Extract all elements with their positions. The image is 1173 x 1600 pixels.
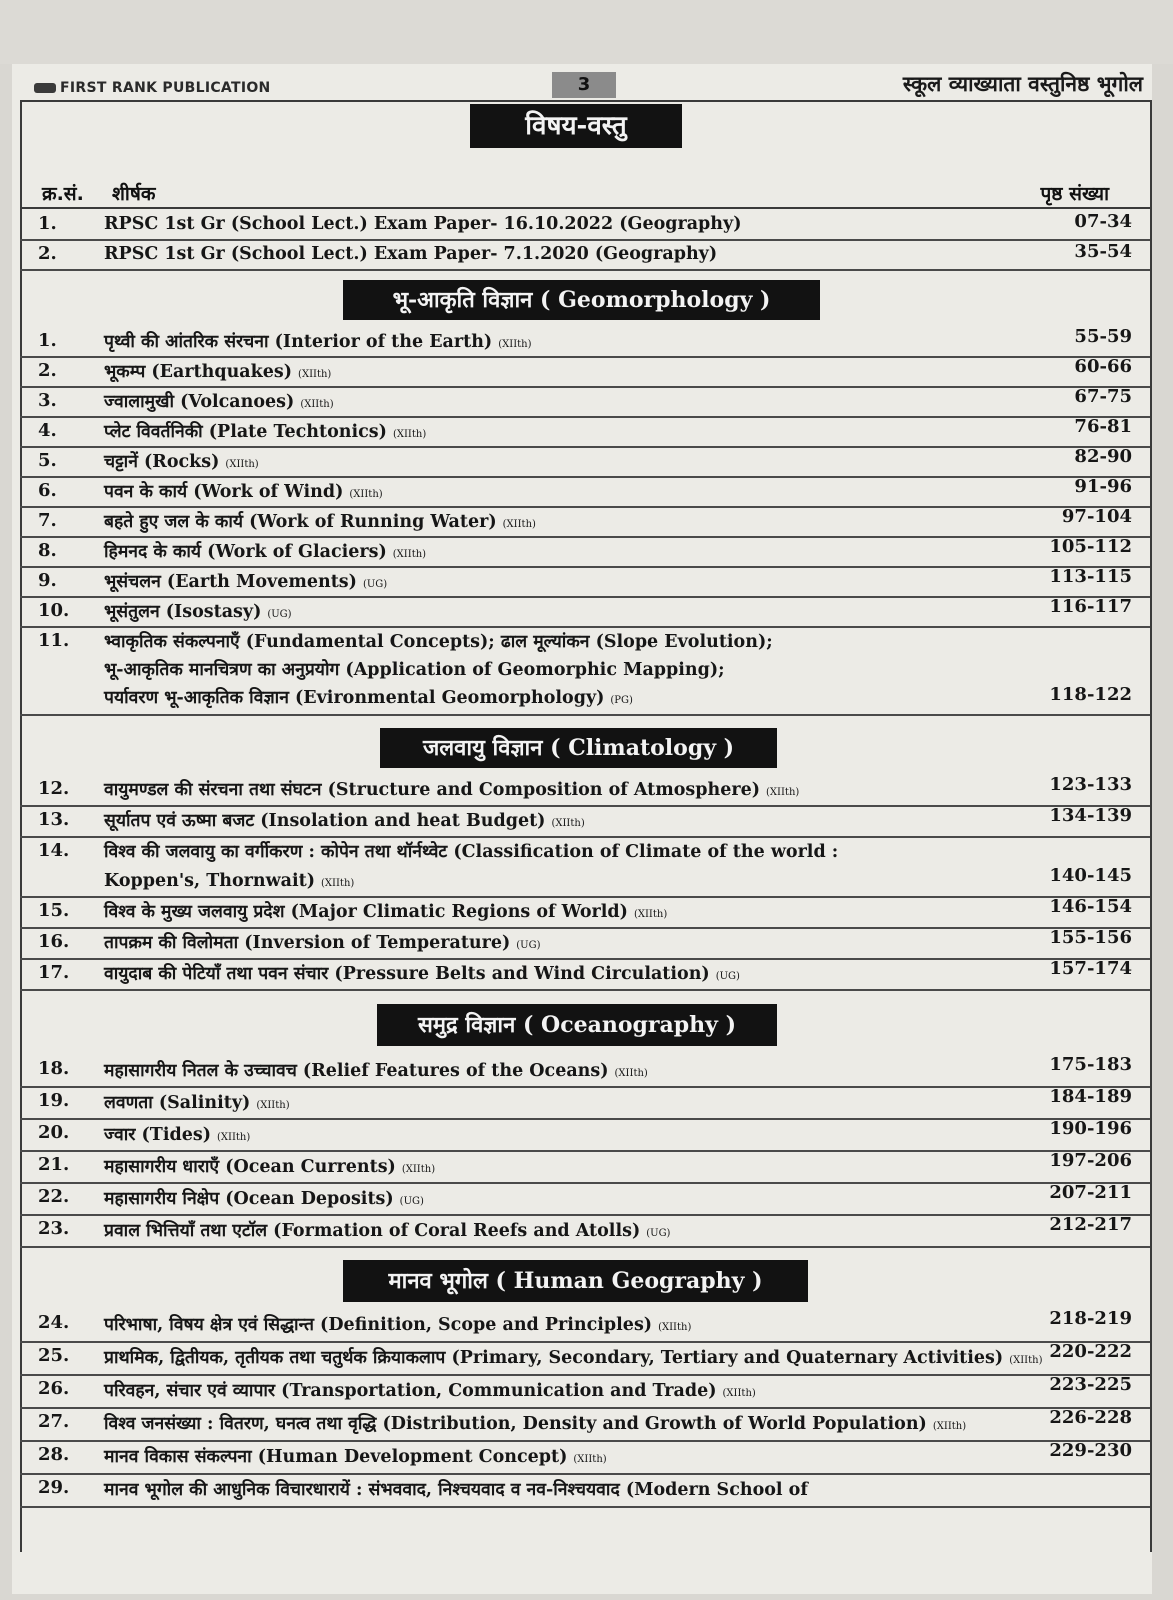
toc-row-title	[104, 418, 426, 449]
toc-row-title-line: लवणता (Salinity) (XIIth)	[104, 1093, 290, 1113]
level-tag: (XIIth)	[1009, 1355, 1043, 1366]
toc-row	[20, 209, 1150, 241]
toc-row-pages: 207-211	[1049, 1182, 1132, 1203]
section-heading: मानव भूगोल ( Human Geography )	[343, 1260, 808, 1302]
publisher-name	[34, 80, 271, 96]
toc-row	[20, 1150, 1150, 1184]
toc-row-title	[104, 898, 667, 929]
level-tag: (UG)	[516, 940, 541, 951]
level-tag: (XIIth)	[225, 459, 259, 470]
toc-row	[20, 386, 1150, 418]
toc-row-title	[104, 598, 292, 629]
toc-row-pages: 220-222	[1049, 1341, 1132, 1362]
toc-row-title	[104, 1343, 1042, 1376]
toc-row-number: 4.	[38, 420, 57, 441]
toc-row-number: 21.	[38, 1154, 70, 1175]
toc-row-title	[104, 929, 540, 960]
toc-row-number: 26.	[38, 1378, 70, 1399]
toc-row-title	[104, 1152, 435, 1185]
toc-row-pages: 140-145	[1049, 865, 1132, 886]
section-heading: जलवायु विज्ञान ( Climatology )	[380, 728, 777, 768]
toc-row-pages: 146-154	[1049, 896, 1132, 917]
toc-row-title-line: बहते हुए जल के कार्य (Work of Running Water) (XIIth)	[104, 512, 536, 532]
toc-row-title-line: भूकम्प (Earthquakes) (XIIth)	[104, 362, 332, 382]
toc-row-pages: 197-206	[1049, 1150, 1132, 1171]
toc-row-number: 28.	[38, 1444, 70, 1465]
toc-row-title-line: भू-आकृतिक मानचित्रण का अनुप्रयोग (Application of Geomorphic Mapping);	[104, 660, 725, 680]
page-number: 3	[552, 72, 616, 98]
level-tag: (XIIth)	[349, 489, 383, 500]
toc-row-pages: 212-217	[1049, 1214, 1132, 1235]
toc-row-title-line: पवन के कार्य (Work of Wind) (XIIth)	[104, 482, 383, 502]
toc-row-title	[104, 508, 536, 539]
level-tag: (XIIth)	[502, 519, 536, 530]
toc-row-title-line: चट्टानें (Rocks) (XIIth)	[104, 452, 259, 472]
toc-row	[20, 836, 1150, 898]
level-tag: (XIIth)	[658, 1322, 692, 1333]
toc-row-pages: 67-75	[1074, 386, 1132, 407]
toc-row	[20, 596, 1150, 628]
toc-row	[20, 805, 1150, 838]
toc-row	[20, 1473, 1150, 1508]
column-header-sno: क्र.सं.	[42, 183, 84, 205]
toc-row	[20, 506, 1150, 538]
toc-row-pages: 226-228	[1049, 1407, 1132, 1428]
toc-row-title-line: मानव विकास संकल्पना (Human Development Concept) (XIIth)	[104, 1447, 607, 1467]
toc-row-title-line: हिमनद के कार्य (Work of Glaciers) (XIIth)	[104, 542, 427, 562]
toc-row-title	[104, 1376, 756, 1409]
toc-row-pages: 60-66	[1074, 356, 1132, 377]
toc-row-title	[104, 241, 717, 267]
toc-row-pages: 175-183	[1049, 1054, 1132, 1075]
toc-row-title	[104, 1056, 648, 1089]
toc-row-number: 7.	[38, 510, 57, 531]
level-tag: (XIIth)	[614, 1068, 648, 1079]
level-tag: (XIIth)	[722, 1388, 756, 1399]
toc-row-title-line: RPSC 1st Gr (School Lect.) Exam Paper- 16.10.2022 (Geography)	[104, 214, 742, 234]
toc-row	[20, 896, 1150, 929]
page-top-margin	[0, 0, 1173, 64]
toc-row-title-line: प्राथमिक, द्वितीयक, तृतीयक तथा चतुर्थक क्रियाकलाप (Primary, Secondary, Tertiary and Quaternary Activities) (XIIth)	[104, 1348, 1043, 1368]
toc-row-title-line: विश्व के मुख्य जलवायु प्रदेश (Major Climatic Regions of World) (XIIth)	[104, 902, 668, 922]
toc-row-title	[104, 776, 799, 807]
toc-row	[20, 1407, 1150, 1442]
toc-row-pages: 35-54	[1074, 241, 1132, 262]
toc-row-pages: 55-59	[1074, 326, 1132, 347]
level-tag: (XIIth)	[392, 549, 427, 560]
toc-row-number: 15.	[38, 900, 70, 921]
toc-row-title	[104, 1442, 607, 1475]
toc-row-title	[104, 1475, 808, 1506]
toc-row-number: 12.	[38, 778, 70, 799]
toc-row-title	[104, 1216, 670, 1249]
level-tag: (XIIth)	[551, 818, 585, 829]
toc-row-number: 1.	[38, 330, 57, 351]
toc-row	[20, 356, 1150, 388]
toc-row	[20, 1182, 1150, 1216]
level-tag: (XIIth)	[321, 878, 355, 889]
toc-row-number: 6.	[38, 480, 57, 501]
toc-row-number: 9.	[38, 570, 57, 591]
toc-row	[20, 239, 1150, 271]
toc-row-title-line: परिवहन, संचार एवं व्यापार (Transportation, Communication and Trade) (XIIth)	[104, 1381, 756, 1401]
toc-row-number: 8.	[38, 540, 57, 561]
toc-row	[20, 1341, 1150, 1376]
toc-row-number: 25.	[38, 1345, 70, 1366]
toc-row-title-line: सूर्यातप एवं ऊष्मा बजट (Insolation and heat Budget) (XIIth)	[104, 811, 585, 831]
toc-row-title	[104, 568, 387, 599]
toc-row-title	[104, 358, 331, 389]
toc-row-title-line: मानव भूगोल की आधुनिक विचारधारायें : संभववाद, निश्चयवाद व नव-निश्चयवाद (Modern School of	[104, 1480, 808, 1500]
toc-row-pages: 155-156	[1049, 927, 1132, 948]
toc-row-pages: 229-230	[1049, 1440, 1132, 1461]
toc-row-title	[104, 807, 585, 838]
level-tag: (XIIth)	[300, 399, 334, 410]
toc-row-title-line: Koppen's, Thornwait) (XIIth)	[104, 871, 355, 891]
level-tag: (XIIth)	[256, 1100, 290, 1111]
toc-row-pages: 134-139	[1049, 805, 1132, 826]
toc-row-title	[104, 1184, 424, 1217]
level-tag: (UG)	[399, 1196, 424, 1207]
toc-row-pages: 07-34	[1074, 211, 1132, 232]
toc-row	[20, 1374, 1150, 1409]
toc-row-title	[104, 628, 773, 715]
toc-row-title-line: भूसंचलन (Earth Movements) (UG)	[104, 572, 388, 592]
section-heading: भू-आकृति विज्ञान ( Geomorphology )	[343, 280, 820, 320]
toc-row-pages: 184-189	[1049, 1086, 1132, 1107]
contents-title: विषय-वस्तु	[470, 104, 682, 148]
toc-row-number: 1.	[38, 213, 57, 234]
toc-row-number: 13.	[38, 809, 70, 830]
toc-row	[20, 774, 1150, 807]
toc-row-title-line: ज्वालामुखी (Volcanoes) (XIIth)	[104, 392, 334, 412]
toc-row-title-line: ज्वार (Tides) (XIIth)	[104, 1125, 251, 1145]
toc-row-title	[104, 1310, 691, 1343]
toc-row-number: 27.	[38, 1411, 70, 1432]
toc-row-number: 18.	[38, 1058, 70, 1079]
toc-row-title	[104, 1409, 966, 1442]
toc-row-number: 22.	[38, 1186, 70, 1207]
toc-row-title	[104, 211, 741, 237]
toc-row-title-line: महासागरीय निक्षेप (Ocean Deposits) (UG)	[104, 1189, 424, 1209]
toc-row-title-line: RPSC 1st Gr (School Lect.) Exam Paper- 7.1.2020 (Geography)	[104, 244, 718, 264]
toc-row-number: 14.	[38, 840, 70, 861]
toc-row-pages: 97-104	[1061, 506, 1132, 527]
toc-row	[20, 476, 1150, 508]
toc-row-title-line: प्लेट विवर्तनिकी (Plate Techtonics) (XIIth)	[104, 422, 427, 442]
toc-row	[20, 536, 1150, 568]
level-tag: (UG)	[362, 579, 388, 590]
toc-row-title-line: महासागरीय नितल के उच्चावच (Relief Features of the Oceans) (XIIth)	[104, 1061, 648, 1081]
toc-row-number: 23.	[38, 1218, 70, 1239]
level-tag: (XIIth)	[766, 787, 800, 798]
toc-row-number: 19.	[38, 1090, 70, 1111]
toc-row-number: 16.	[38, 931, 70, 952]
toc-row-title-line: पृथ्वी की आंतरिक संरचना (Interior of the Earth) (XIIth)	[104, 332, 532, 352]
toc-row-pages: 76-81	[1074, 416, 1132, 437]
toc-row-number: 11.	[38, 630, 70, 651]
column-header-topic: शीर्षक	[112, 183, 156, 205]
toc-row-pages: 105-112	[1049, 536, 1132, 557]
toc-row-pages: 116-117	[1049, 596, 1132, 617]
toc-row-title	[104, 538, 426, 569]
toc-row	[20, 326, 1150, 358]
toc-row	[20, 1054, 1150, 1088]
toc-row	[20, 566, 1150, 598]
level-tag: (XIIth)	[498, 339, 532, 350]
toc-row-title-line: विश्व की जलवायु का वर्गीकरण : कोपेन तथा थॉर्नथ्वेट (Classification of Climate of the world :	[104, 842, 839, 862]
level-tag: (XIIth)	[216, 1132, 251, 1143]
toc-row-title-line: भूसंतुलन (Isostasy) (UG)	[104, 602, 292, 622]
toc-row-number: 2.	[38, 360, 57, 381]
toc-row-title	[104, 328, 532, 359]
level-tag: (XIIth)	[573, 1454, 607, 1465]
toc-row-title-line: विश्व जनसंख्या : वितरण, घनत्व तथा वृद्धि (Distribution, Density and Growth of World Population) (XIIth)	[104, 1414, 967, 1434]
toc-row-title	[104, 388, 334, 419]
toc-row-title-line: प्रवाल भित्तियाँ तथा एटॉल (Formation of Coral Reefs and Atolls) (UG)	[104, 1221, 671, 1241]
toc-row	[20, 958, 1150, 991]
toc-row	[20, 1308, 1150, 1343]
toc-row	[20, 626, 1150, 716]
toc-row-title-line: तापक्रम की विलोमता (Inversion of Temperature) (UG)	[104, 933, 541, 953]
toc-row	[20, 1118, 1150, 1152]
toc-row	[20, 1214, 1150, 1248]
toc-row-pages: 223-225	[1049, 1374, 1132, 1395]
level-tag: (UG)	[646, 1228, 671, 1239]
level-tag: (UG)	[267, 609, 292, 620]
toc-row-number: 10.	[38, 600, 70, 621]
toc-row-title	[104, 1088, 290, 1121]
level-tag: (XIIth)	[298, 369, 332, 380]
toc-row-number: 20.	[38, 1122, 70, 1143]
toc-row-number: 17.	[38, 962, 70, 983]
toc-row-title-line: पर्यावरण भू-आकृतिक विज्ञान (Evironmental Geomorphology) (PG)	[104, 688, 633, 708]
level-tag: (XIIth)	[392, 429, 427, 440]
toc-row-title	[104, 1120, 250, 1153]
toc-row-pages: 157-174	[1049, 958, 1132, 979]
publisher-label: FIRST RANK PUBLICATION	[60, 80, 271, 96]
toc-row-title-line: वायुमण्डल की संरचना तथा संघटन (Structure and Composition of Atmosphere) (XIIth)	[104, 780, 800, 800]
toc-row-title	[104, 960, 740, 991]
toc-row	[20, 1086, 1150, 1120]
toc-row-number: 29.	[38, 1477, 70, 1498]
section-heading: समुद्र विज्ञान ( Oceanography )	[377, 1004, 777, 1046]
toc-row-pages: 190-196	[1049, 1118, 1132, 1139]
toc-row-title-line: परिभाषा, विषय क्षेत्र एवं सिद्धान्त (Definition, Scope and Principles) (XIIth)	[104, 1315, 692, 1335]
level-tag: (XIIth)	[633, 909, 668, 920]
toc-row	[20, 416, 1150, 448]
toc-row-pages: 218-219	[1049, 1308, 1132, 1329]
toc-row-number: 24.	[38, 1312, 70, 1333]
toc-row	[20, 927, 1150, 960]
toc-row-title	[104, 478, 383, 509]
toc-row-pages: 82-90	[1074, 446, 1132, 467]
toc-row-title	[104, 838, 838, 898]
toc-row-title-line: वायुदाब की पेटियाँ तथा पवन संचार (Pressure Belts and Wind Circulation) (UG)	[104, 964, 740, 984]
toc-row-number: 3.	[38, 390, 57, 411]
level-tag: (PG)	[610, 695, 633, 706]
toc-row-title-line: भ्वाकृतिक संकल्पनाएँ (Fundamental Concepts); ढाल मूल्यांकन (Slope Evolution);	[104, 632, 773, 652]
level-tag: (UG)	[715, 971, 740, 982]
level-tag: (XIIth)	[932, 1421, 967, 1432]
publisher-logo-icon	[34, 83, 56, 93]
toc-row-title-line: महासागरीय धाराएँ (Ocean Currents) (XIIth)	[104, 1157, 436, 1177]
column-header-pages: पृष्ठ संख्या	[1040, 183, 1109, 205]
toc-row	[20, 1440, 1150, 1475]
toc-row-title	[104, 448, 259, 479]
toc-row-pages: 113-115	[1049, 566, 1132, 587]
toc-row-pages: 123-133	[1049, 774, 1132, 795]
toc-row	[20, 446, 1150, 478]
toc-row-number: 2.	[38, 243, 57, 264]
toc-row-pages: 91-96	[1074, 476, 1132, 497]
book-title: स्कूल व्याख्याता वस्तुनिष्ठ भूगोल	[902, 72, 1143, 96]
toc-row-number: 5.	[38, 450, 57, 471]
level-tag: (XIIth)	[401, 1164, 436, 1175]
toc-row-pages: 118-122	[1049, 684, 1132, 705]
